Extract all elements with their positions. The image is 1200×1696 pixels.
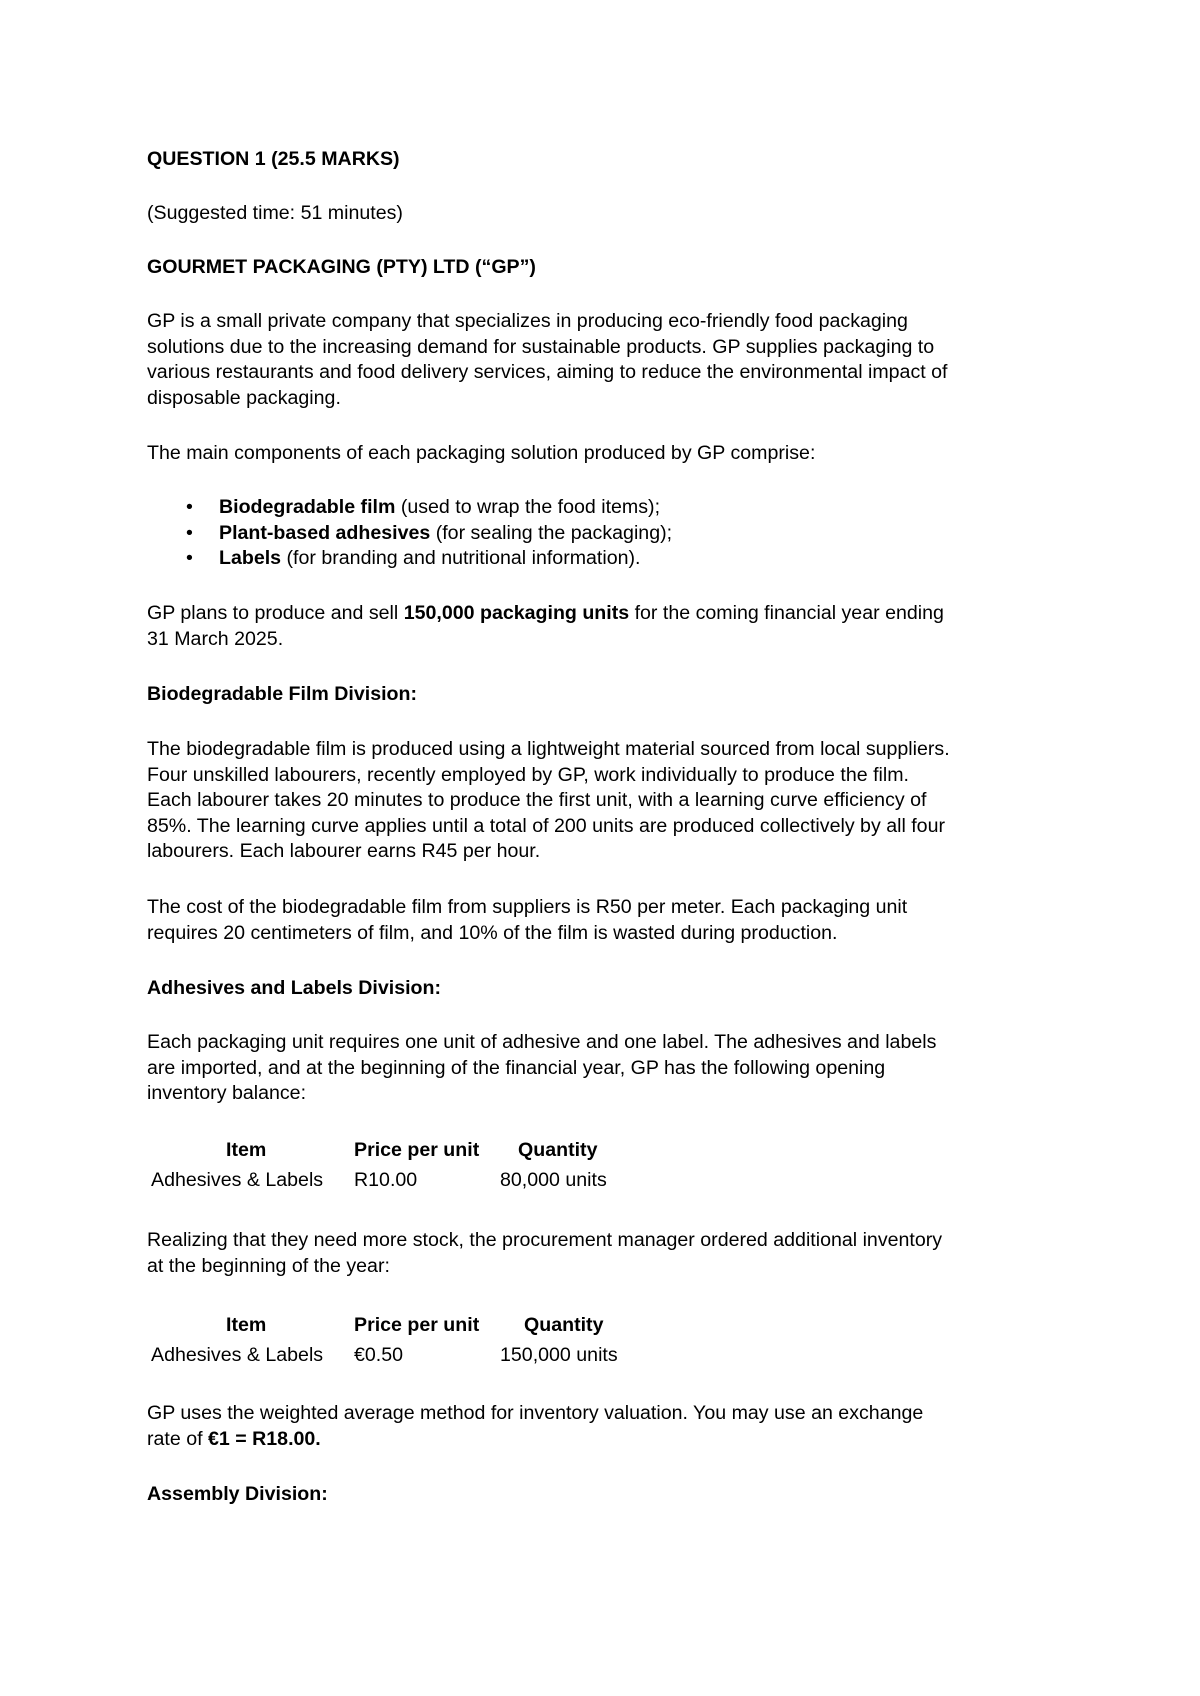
table-cell-item: Adhesives & Labels	[151, 1344, 324, 1366]
adhesives-paragraph-3	[147, 1401, 1077, 1452]
opening-inventory-table	[0, 1138, 1200, 1198]
adhesives-line: Each packaging unit requires one unit of adhesive and one label. The adhesives and labels	[147, 1031, 937, 1053]
bullet-icon: •	[186, 521, 193, 544]
exchange-rate: €1 = R18.00.	[208, 1427, 321, 1450]
intro-line: disposable packaging.	[147, 386, 341, 409]
plan-prefix: GP plans to produce and sell	[147, 602, 404, 624]
adhesives-line: GP uses the weighted average method for inventory valuation. You may use an exchange	[147, 1402, 924, 1424]
plan-suffix: for the coming financial year ending	[629, 602, 944, 624]
list-item	[147, 495, 1077, 521]
bullet-icon: •	[186, 496, 193, 518]
table-header-item: Item	[226, 1314, 267, 1336]
question-title: QUESTION 1 (25.5 MARKS)	[147, 148, 400, 170]
component-description: (used to wrap the food items);	[395, 496, 661, 518]
film-line: requires 20 centimeters of film, and 10% of the film is wasted during production.	[147, 921, 838, 944]
table-header-quantity: Quantity	[518, 1139, 598, 1161]
assembly-division-heading: Assembly Division:	[147, 1483, 328, 1505]
table-cell-quantity: 80,000 units	[500, 1169, 607, 1191]
table-header-quantity: Quantity	[524, 1314, 604, 1336]
table-cell-price: R10.00	[354, 1169, 418, 1191]
component-name: Labels	[219, 547, 282, 569]
components-list	[147, 495, 1077, 572]
table-header-price: Price per unit	[354, 1139, 480, 1161]
adhesives-line: Realizing that they need more stock, the procurement manager ordered additional inventory	[147, 1229, 943, 1251]
rate-prefix: rate of	[147, 1427, 208, 1450]
adhesives-line: at the beginning of the year:	[147, 1254, 390, 1277]
intro-paragraph	[147, 309, 1077, 411]
component-name: Plant-based adhesives	[219, 521, 431, 544]
plan-line-2: 31 March 2025.	[147, 627, 284, 650]
film-division-heading: Biodegradable Film Division:	[147, 683, 417, 705]
film-line: Each labourer takes 20 minutes to produce the first unit, with a learning curve efficiency of	[147, 789, 927, 811]
production-plan	[147, 601, 1077, 652]
plan-units: 150,000 packaging units	[403, 602, 630, 624]
table-cell-quantity: 150,000 units	[500, 1344, 618, 1366]
company-heading: GOURMET PACKAGING (PTY) LTD (“GP”)	[147, 256, 536, 278]
table-header-price: Price per unit	[354, 1314, 480, 1336]
component-description: (for branding and nutritional information).	[281, 547, 641, 569]
intro-line: various restaurants and food delivery services, aiming to reduce the environmental impact of	[147, 361, 948, 383]
film-line: The cost of the biodegradable film from suppliers is R50 per meter. Each packaging unit	[147, 896, 908, 918]
list-item	[147, 521, 1077, 547]
film-line: labourers. Each labourer earns R45 per hour.	[147, 840, 541, 862]
intro-line: GP is a small private company that specializes in producing eco-friendly food packaging	[147, 310, 908, 332]
table-cell-price: €0.50	[354, 1344, 404, 1366]
film-line: 85%. The learning curve applies until a total of 200 units are produced collectively by all four	[147, 814, 946, 837]
adhesives-paragraph-1	[147, 1030, 1077, 1107]
bullet-icon: •	[186, 547, 193, 569]
adhesives-line: inventory balance:	[147, 1082, 307, 1104]
table-header-item: Item	[226, 1139, 267, 1161]
film-division-paragraph-1	[147, 737, 1077, 865]
table-cell-item: Adhesives & Labels	[151, 1169, 324, 1191]
film-division-paragraph-2	[147, 895, 1077, 946]
component-name: Biodegradable film	[219, 496, 396, 518]
adhesives-paragraph-2	[147, 1228, 1077, 1279]
adhesives-division-heading: Adhesives and Labels Division:	[147, 977, 441, 999]
adhesives-line: are imported, and at the beginning of the financial year, GP has the following opening	[147, 1056, 886, 1079]
film-line: The biodegradable film is produced using a lightweight material sourced from local suppliers.	[147, 738, 950, 760]
suggested-time: (Suggested time: 51 minutes)	[147, 202, 403, 224]
list-item	[147, 546, 1077, 572]
component-description: (for sealing the packaging);	[430, 521, 673, 544]
components-lead: The main components of each packaging solution produced by GP comprise:	[147, 442, 816, 464]
intro-line: solutions due to the increasing demand for sustainable products. GP supplies packaging to	[147, 335, 935, 358]
additional-inventory-table	[0, 1313, 1200, 1373]
film-line: Four unskilled labourers, recently employed by GP, work individually to produce the film.	[147, 763, 909, 786]
